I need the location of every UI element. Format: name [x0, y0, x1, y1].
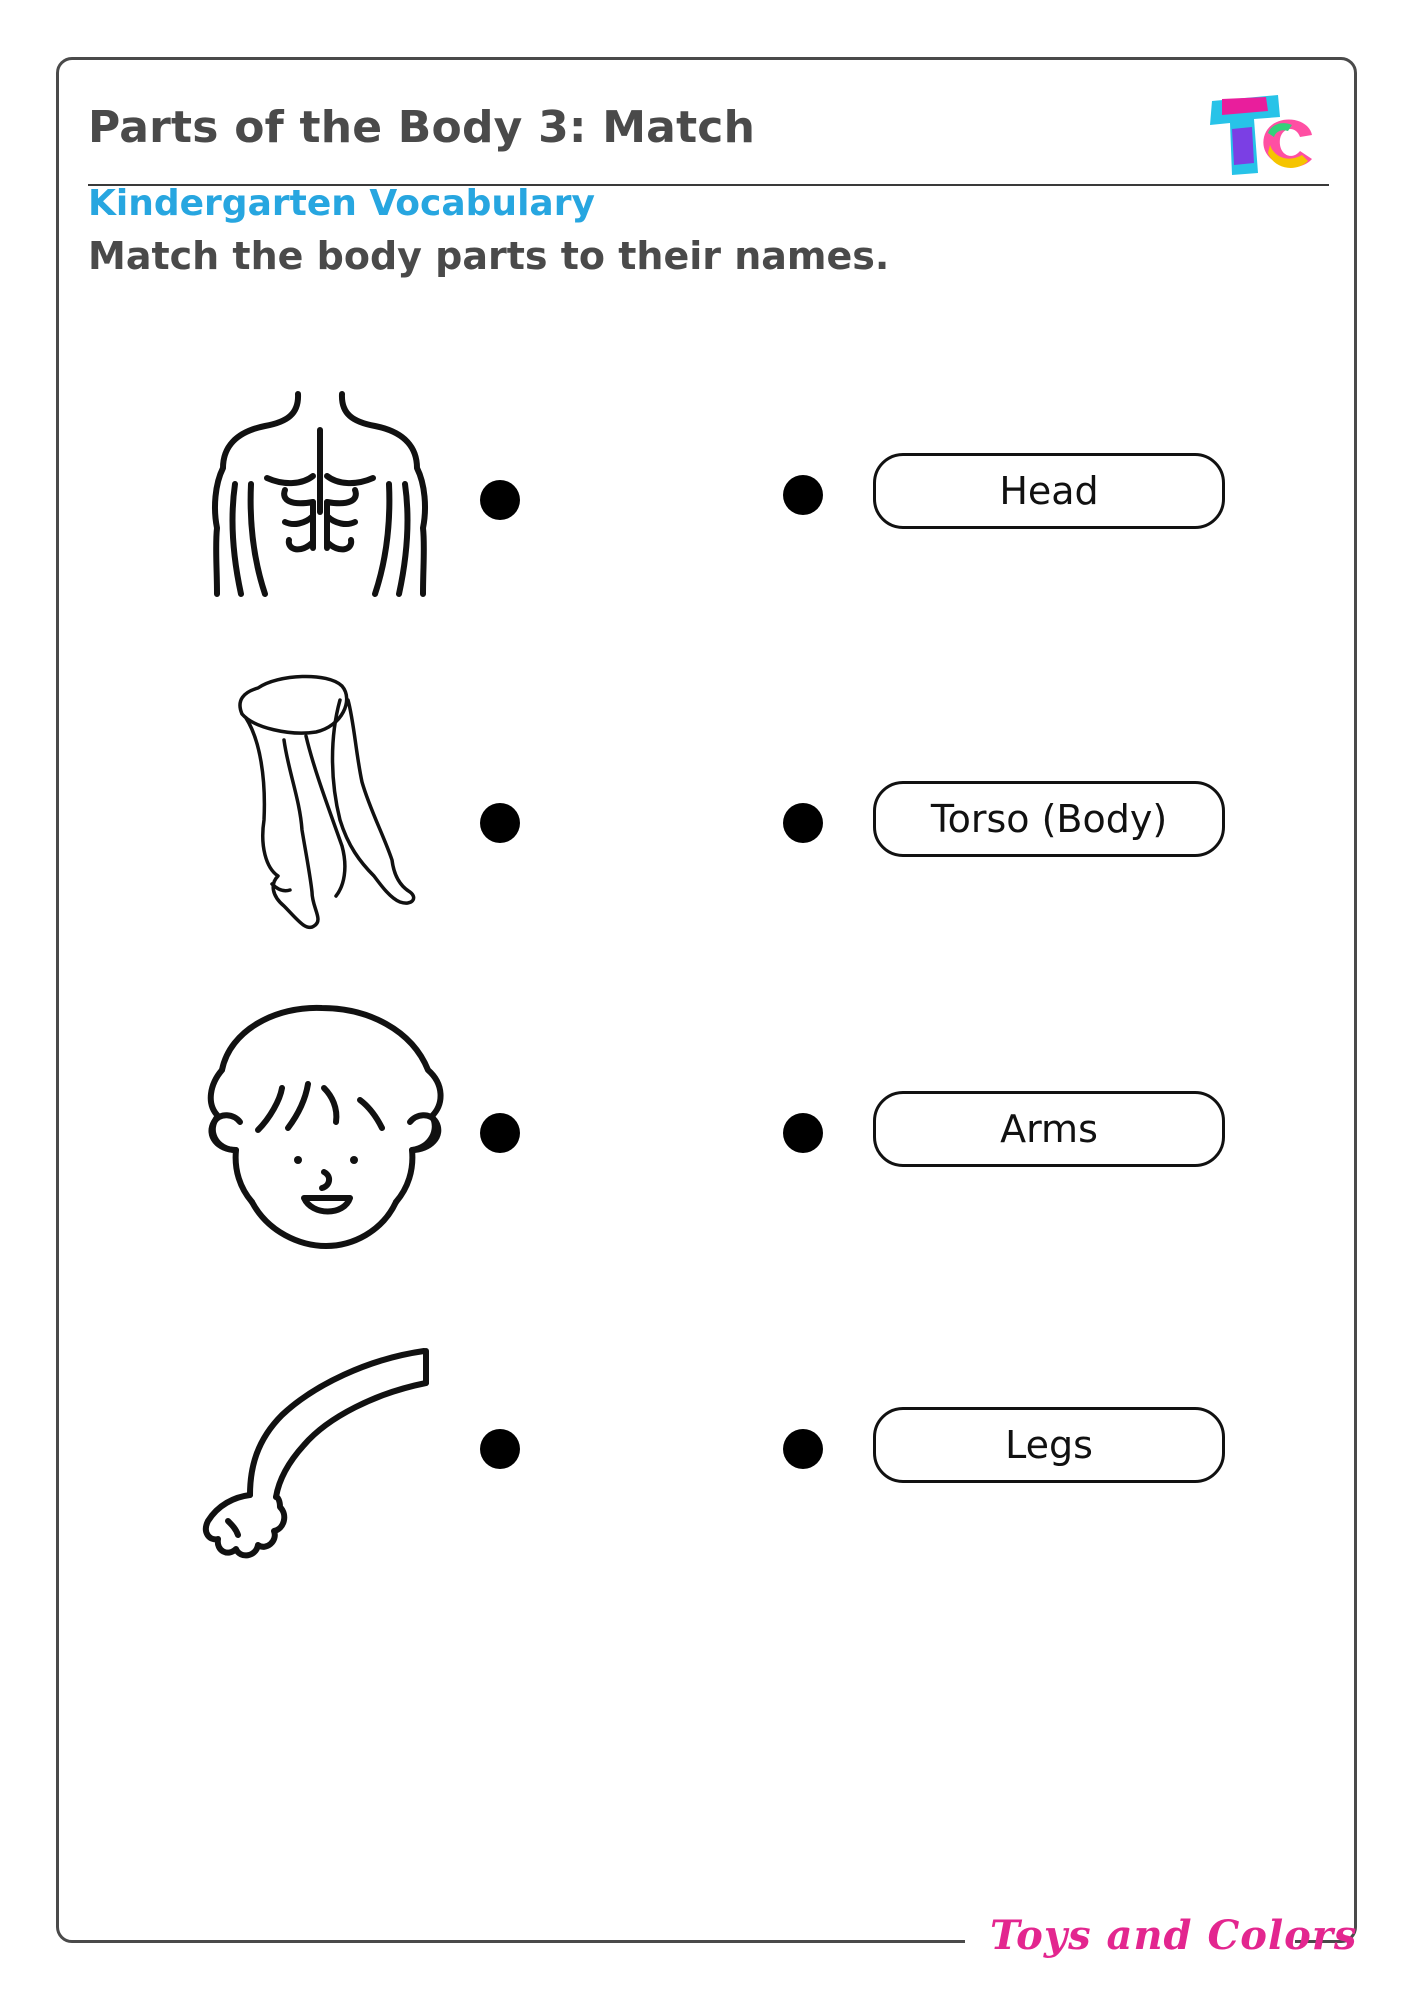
word-box-arms[interactable]: Arms	[873, 1091, 1225, 1167]
worksheet-subtitle: Kindergarten Vocabulary	[88, 183, 595, 224]
word-dot-3[interactable]	[783, 1113, 823, 1153]
worksheet-instruction: Match the body parts to their names.	[88, 234, 890, 278]
arm-icon	[198, 1345, 438, 1565]
picture-dot-2[interactable]	[480, 803, 520, 843]
word-box-legs[interactable]: Legs	[873, 1407, 1225, 1483]
word-dot-1[interactable]	[783, 475, 823, 515]
head-icon	[200, 1000, 450, 1250]
word-box-torso[interactable]: Torso (Body)	[873, 781, 1225, 857]
tc-logo	[1208, 93, 1318, 177]
worksheet-title: Parts of the Body 3: Match	[88, 102, 756, 153]
picture-dot-1[interactable]	[480, 480, 520, 520]
legs-icon	[230, 670, 430, 940]
word-dot-4[interactable]	[783, 1429, 823, 1469]
torso-icon	[205, 388, 435, 603]
word-box-head[interactable]: Head	[873, 453, 1225, 529]
picture-dot-4[interactable]	[480, 1429, 520, 1469]
word-dot-2[interactable]	[783, 803, 823, 843]
picture-dot-3[interactable]	[480, 1113, 520, 1153]
brand-signature: Toys and Colors	[990, 1912, 1358, 1959]
